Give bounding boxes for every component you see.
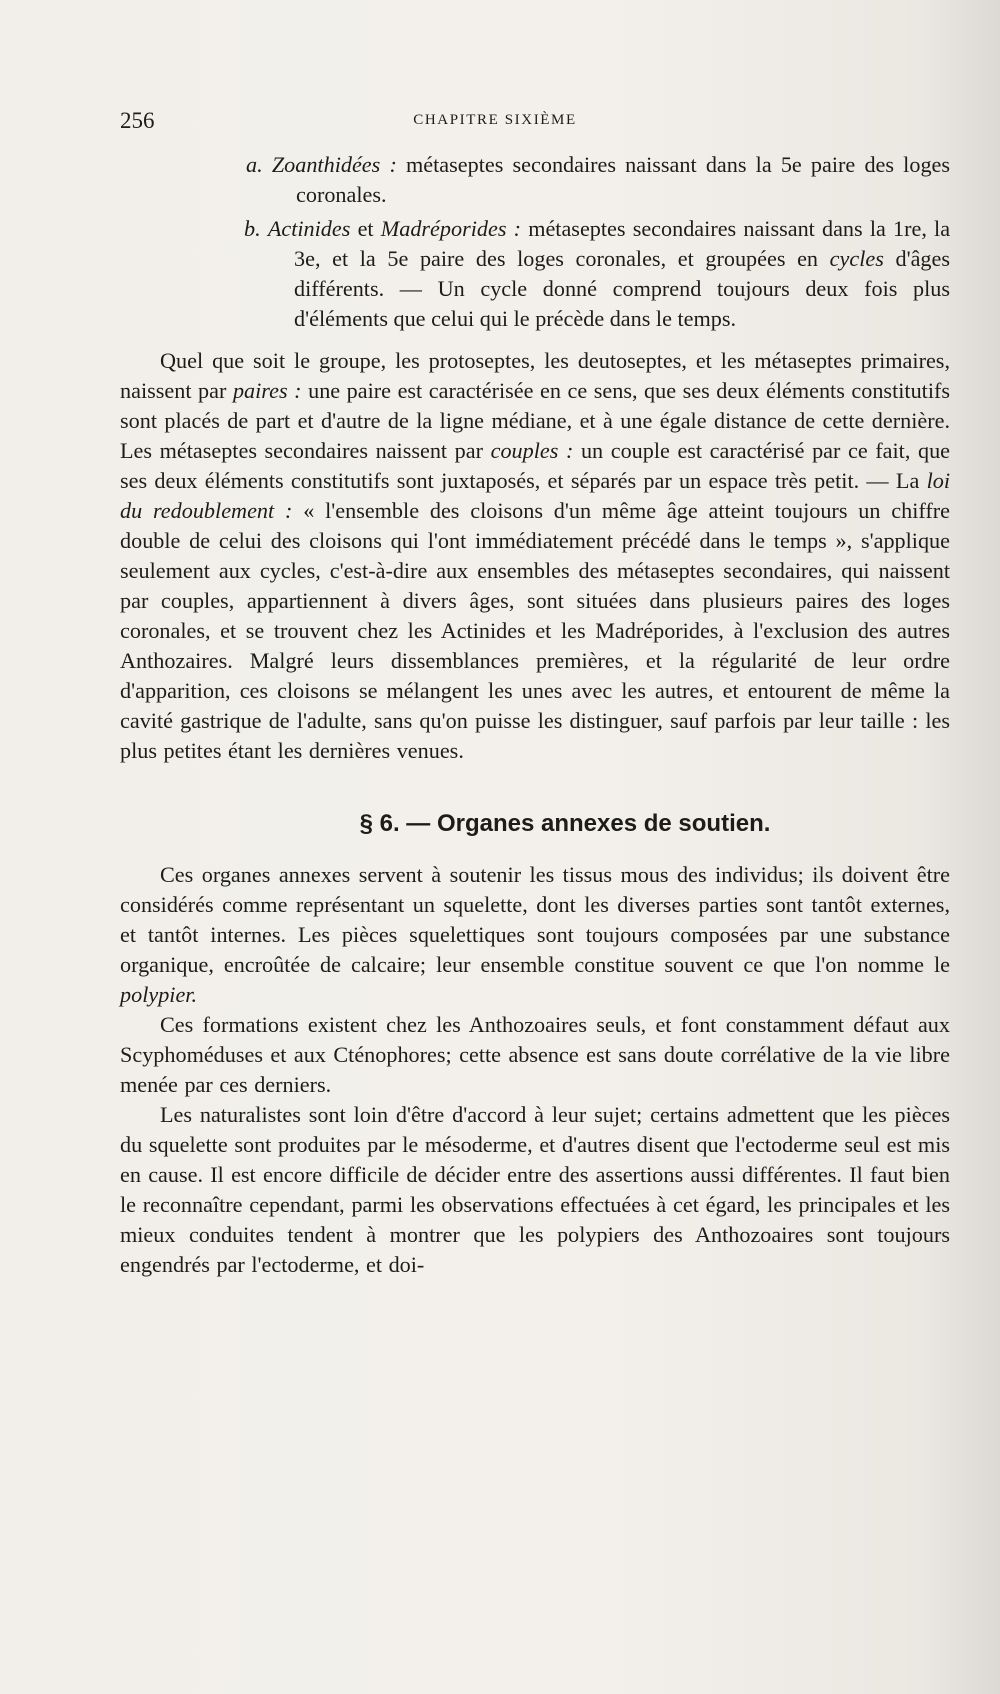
list-marker-b: b. <box>244 216 261 241</box>
group-zoanthidees: Zoanthidées : <box>271 152 397 177</box>
p1-text-1: Quel que soit le groupe, les protoseptes, les deutoseptes, et les métaseptes primaires, naissent par <box>120 348 950 403</box>
section-heading: § 6. — Organes annexes de soutien. <box>359 810 771 837</box>
chapter-title: CHAPITRE SIXIÈME <box>413 112 577 128</box>
list-marker-a: a. <box>246 152 263 177</box>
group-madreporides: Madréporides : <box>380 216 522 241</box>
term-cycles: cycles <box>829 246 884 271</box>
term-polypier: polypier. <box>120 982 198 1007</box>
list-text-b2: d'âges différents. — Un cycle donné comprend toujours deux fois plus d'éléments que celui qui le précède dans le temps. <box>294 246 950 331</box>
term-couples: couples : <box>490 438 574 463</box>
term-loi-redoublement: loi du redoublement : <box>120 468 951 523</box>
list-item-a <box>122 150 950 210</box>
paragraph-formations: Ces formations existent chez les Anthozoaires seuls, et font constamment défaut aux Scyphoméduses et aux Cténophores; cette absence est sans doute corrélative de la vie libre menée par ces derniers. <box>120 1012 950 1097</box>
p2-text: Ces organes annexes servent à soutenir les tissus mous des individus; ils doivent être considérés comme représentant un squelette, dont les diverses parties sont tantôt externes, et tantôt internes. Les pièces squelettiques sont toujours composées par une substance organique, encroûtée de calcaire; leur ensemble constitue souvent ce que l'on nomme le <box>120 862 950 977</box>
list-text-a: métaseptes secondaires naissant dans la 5e paire des loges coronales. <box>296 152 951 207</box>
page-number: 256 <box>120 108 155 133</box>
paragraph-organes <box>120 860 950 1010</box>
list-conj-b: et <box>357 216 374 241</box>
running-head <box>120 108 870 142</box>
list-text-b1: métaseptes secondaires naissant dans la 1re, la 3e, et la 5e paire des loges coronales, et groupées en <box>294 216 951 271</box>
p1-text-4: « l'ensemble des cloisons d'un même âge atteint toujours un chiffre double de celui des cloisons qui l'ont immédiatement précédé dans le temps », s'applique seulement aux cycles, c'est-à-dire aux ensembles des métaseptes secondaires, qui naissent par couples, appartiennent à divers âges, sont situées dans plusieurs paires des loges coronales, et se trouvent chez les Actinides et les Madréporides, à l'exclusion des autres Anthozaires. Malgré leurs dissemblances premières, et la régularité de leur ordre d'apparition, ces cloisons se mélangent les unes avec les autres, et entourent de même la cavité gastrique de l'adulte, sans qu'on puisse les distinguer, sauf parfois par leur taille : les plus petites étant les dernières venues. <box>120 498 950 763</box>
body-text <box>120 150 950 1280</box>
paragraph-septes <box>120 346 950 766</box>
list-item-b <box>120 214 950 334</box>
group-actinides: Actinides <box>267 216 351 241</box>
term-paires: paires : <box>232 378 302 403</box>
paragraph-naturalistes: Les naturalistes sont loin d'être d'accord à leur sujet; certains admettent que les pièces du squelette sont produites par le mésoderme, et d'autres disent que l'ectoderme seul est mis en cause. Il est encore difficile de décider entre des assertions aussi différentes. Il faut bien le reconnaître cependant, parmi les observations effectuées à cet égard, les principales et les mieux conduites tendent à montrer que les polypiers des Anthozoaires sont toujours engendrés par l'ectoderme, et doi- <box>120 1102 950 1277</box>
p1-text-2: une paire est caractérisée en ce sens, que ses deux éléments constitutifs sont placés de part et d'autre de la ligne médiane, et à une égale distance de cette dernière. Les métaseptes secondaires naissent par <box>120 378 951 463</box>
p1-text-3: un couple est caractérisé par ce fait, que ses deux éléments constitutifs sont juxtaposés, et séparés par un espace très petit. — La <box>120 438 951 493</box>
